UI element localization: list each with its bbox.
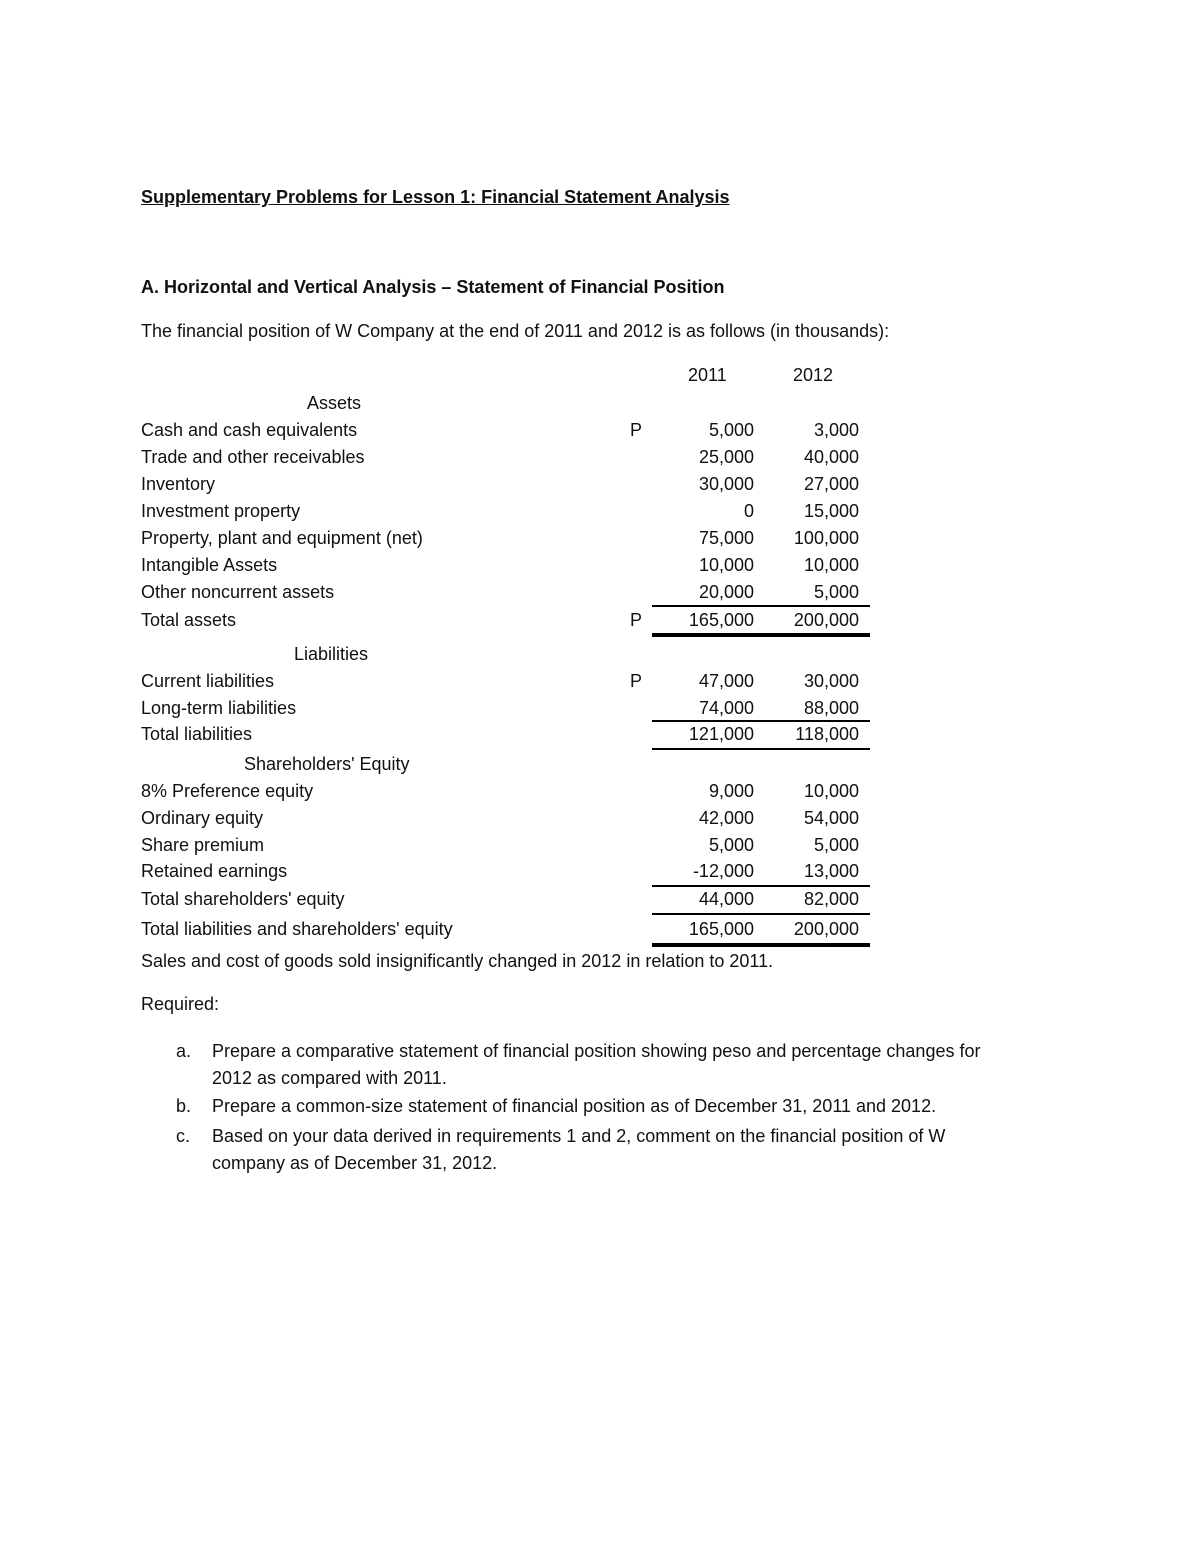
table-row-label: Retained earnings bbox=[141, 861, 288, 881]
year-header-2012: 2012 bbox=[793, 365, 834, 385]
table-row-label: Investment property bbox=[141, 501, 301, 521]
cell-2011: -12,000 bbox=[692, 861, 754, 881]
section-heading: A. Horizontal and Vertical Analysis – Statement of Financial Position bbox=[141, 277, 725, 297]
subtotal-rule bbox=[652, 720, 870, 722]
note-text: Sales and cost of goods sold insignificantly changed in 2012 in relation to 2011. bbox=[141, 951, 774, 971]
cell-2011: 10,000 bbox=[698, 555, 754, 575]
requirement-text: 2012 as compared with 2011. bbox=[212, 1068, 447, 1088]
requirement-letter: b. bbox=[176, 1096, 192, 1116]
cell-2012: 15,000 bbox=[803, 501, 859, 521]
total-assets-2012: 200,000 bbox=[793, 610, 859, 630]
total-liabilities-2012: 118,000 bbox=[795, 724, 859, 744]
total-assets-2011: 165,000 bbox=[688, 610, 754, 630]
table-row-label: Intangible Assets bbox=[141, 555, 278, 575]
total-equity-label: Total shareholders' equity bbox=[141, 889, 345, 909]
table-row-label: Trade and other receivables bbox=[141, 447, 365, 467]
total-equity-2012: 82,000 bbox=[803, 889, 859, 909]
cell-2012: 54,000 bbox=[803, 808, 859, 828]
equity-heading: Shareholders' Equity bbox=[244, 754, 410, 774]
year-header-2011: 2011 bbox=[688, 365, 727, 385]
cell-2012: 5,000 bbox=[813, 582, 859, 602]
total-liabilities-label: Total liabilities bbox=[141, 724, 253, 744]
table-row-label: Long-term liabilities bbox=[141, 698, 297, 718]
cell-2011: 20,000 bbox=[698, 582, 754, 602]
cell-2011: 30,000 bbox=[698, 474, 754, 494]
table-row-label: Cash and cash equivalents bbox=[141, 420, 358, 440]
table-row-label: Inventory bbox=[141, 474, 216, 494]
cell-2012: 30,000 bbox=[803, 671, 859, 691]
total-double-rule bbox=[652, 943, 870, 947]
cell-2011: 5,000 bbox=[708, 835, 754, 855]
intro-text: The financial position of W Company at the end of 2011 and 2012 is as follows (in thousands): bbox=[141, 321, 890, 341]
requirement-text: Prepare a common-size statement of financial position as of December 31, 2011 and 2012. bbox=[212, 1096, 937, 1116]
cell-2012: 5,000 bbox=[813, 835, 859, 855]
table-row-label: Property, plant and equipment (net) bbox=[141, 528, 423, 548]
liabilities-heading: Liabilities bbox=[294, 644, 369, 664]
requirement-letter: a. bbox=[176, 1041, 192, 1061]
cell-2012: 10,000 bbox=[803, 555, 859, 575]
currency-symbol: P bbox=[630, 610, 643, 630]
total-double-rule bbox=[652, 633, 870, 637]
table-row-label: Ordinary equity bbox=[141, 808, 264, 828]
cell-2012: 13,000 bbox=[803, 861, 859, 881]
subtotal-rule bbox=[652, 913, 870, 915]
cell-2011: 9,000 bbox=[708, 781, 754, 801]
cell-2011: 25,000 bbox=[698, 447, 754, 467]
cell-2011: 5,000 bbox=[708, 420, 754, 440]
requirement-text: Based on your data derived in requirements 1 and 2, comment on the financial position of W bbox=[212, 1126, 946, 1146]
table-row-label: 8% Preference equity bbox=[141, 781, 314, 801]
grand-total-2012: 200,000 bbox=[793, 919, 859, 939]
cell-2012: 27,000 bbox=[803, 474, 859, 494]
page-title: Supplementary Problems for Lesson 1: Financial Statement Analysis bbox=[141, 187, 730, 207]
grand-total-2011: 165,000 bbox=[688, 919, 754, 939]
total-assets-label: Total assets bbox=[141, 610, 237, 630]
subtotal-rule bbox=[652, 605, 870, 607]
cell-2011: 74,000 bbox=[698, 698, 754, 718]
grand-total-label: Total liabilities and shareholders' equity bbox=[141, 919, 453, 939]
currency-symbol: P bbox=[630, 671, 643, 691]
cell-2011: 75,000 bbox=[698, 528, 754, 548]
assets-heading: Assets bbox=[307, 393, 362, 413]
requirement-letter: c. bbox=[176, 1126, 191, 1146]
cell-2011: 42,000 bbox=[698, 808, 754, 828]
cell-2012: 40,000 bbox=[803, 447, 859, 467]
cell-2012: 3,000 bbox=[813, 420, 859, 440]
cell-2012: 100,000 bbox=[793, 528, 859, 548]
table-row-label: Current liabilities bbox=[141, 671, 275, 691]
required-label: Required: bbox=[141, 994, 220, 1014]
cell-2011: 47,000 bbox=[698, 671, 754, 691]
subtotal-rule bbox=[652, 748, 870, 750]
requirement-text: company as of December 31, 2012. bbox=[212, 1153, 498, 1173]
total-liabilities-2011: 121,000 bbox=[688, 724, 754, 744]
subtotal-rule bbox=[652, 885, 870, 887]
currency-symbol: P bbox=[630, 420, 643, 440]
cell-2012: 10,000 bbox=[803, 781, 859, 801]
total-equity-2011: 44,000 bbox=[698, 889, 754, 909]
table-row-label: Share premium bbox=[141, 835, 265, 855]
cell-2012: 88,000 bbox=[803, 698, 859, 718]
table-row-label: Other noncurrent assets bbox=[141, 582, 335, 602]
requirement-text: Prepare a comparative statement of financial position showing peso and percentage changes for bbox=[212, 1041, 981, 1061]
cell-2011: 0 bbox=[743, 501, 754, 521]
